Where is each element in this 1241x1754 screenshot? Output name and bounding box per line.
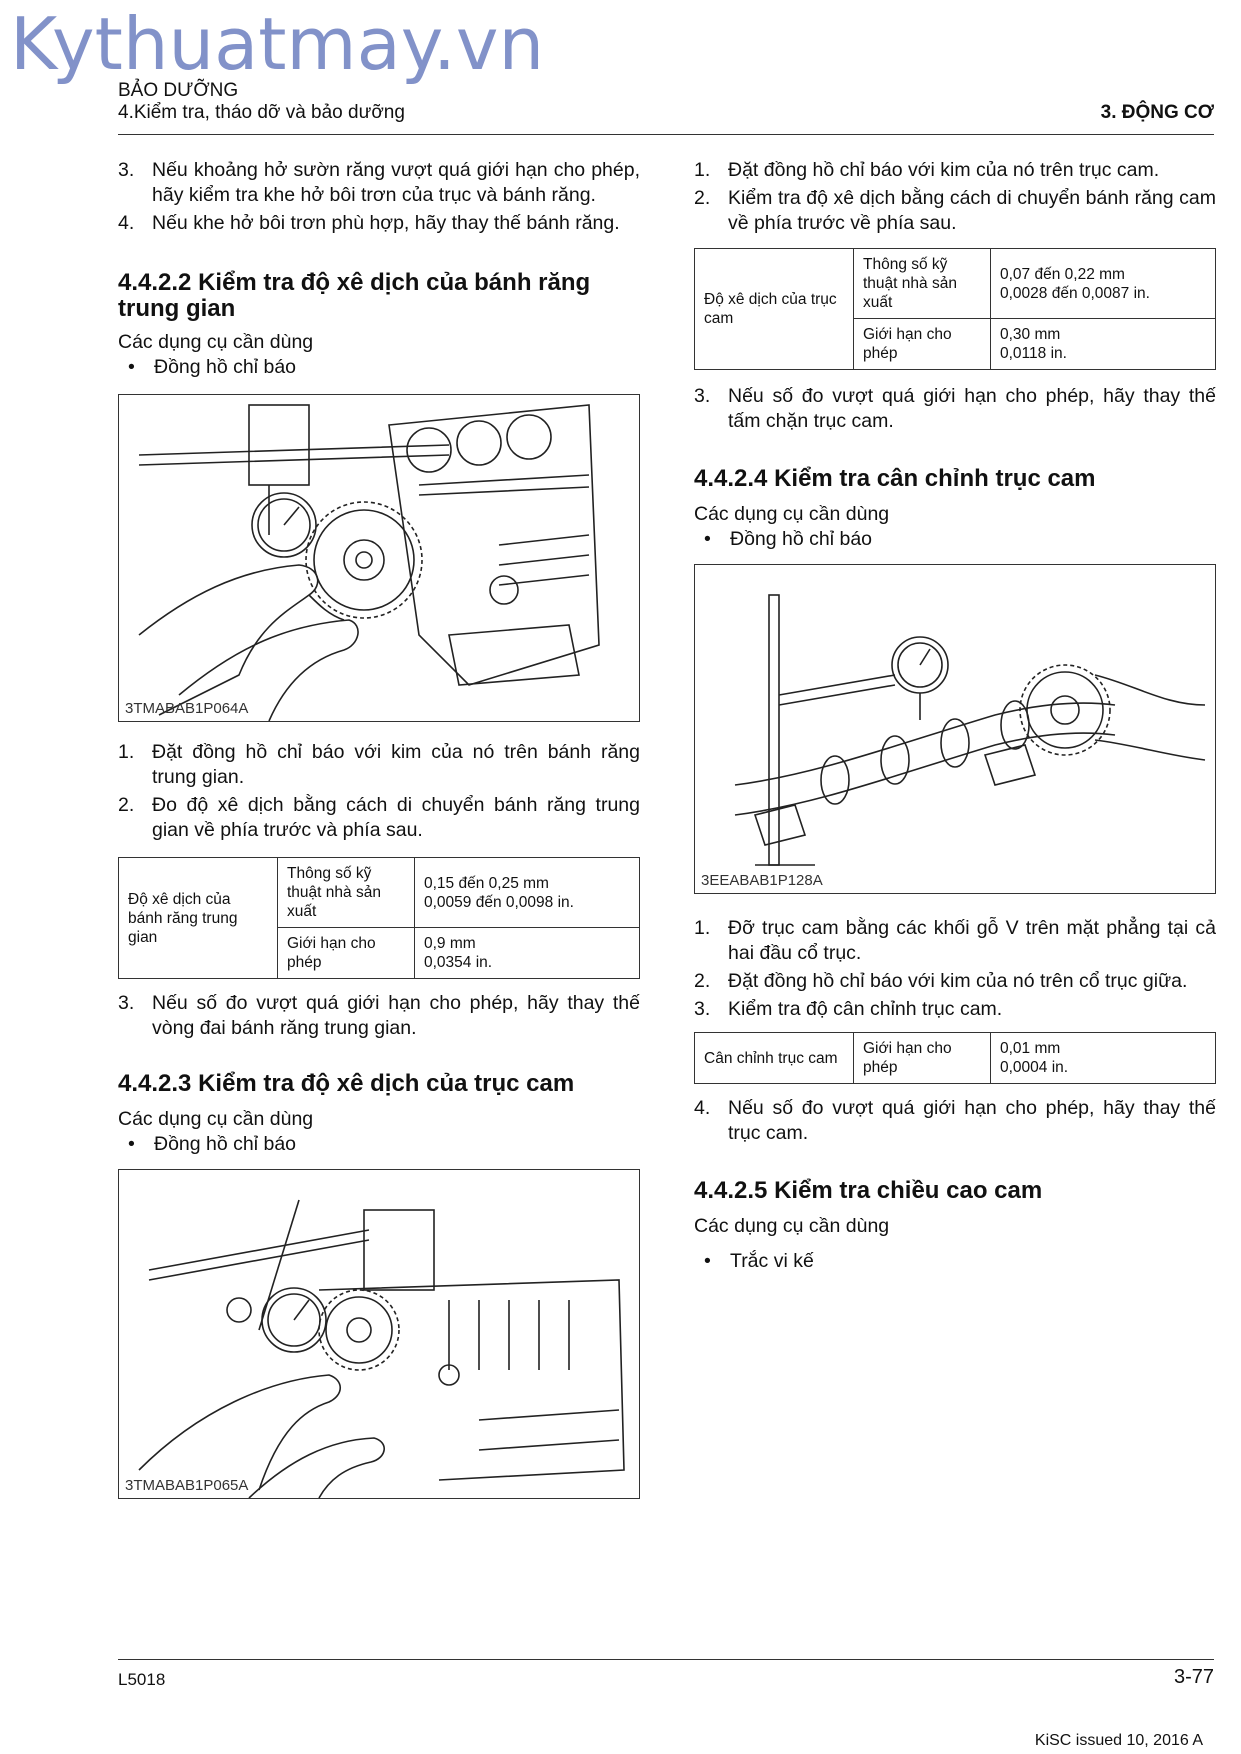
page-header bbox=[118, 80, 405, 124]
idler-steps bbox=[118, 740, 640, 843]
tools-title: Các dụng cụ cần dùng bbox=[694, 1215, 890, 1237]
tools-title: Các dụng cụ cần dùng bbox=[118, 331, 314, 353]
alignment-after-steps bbox=[694, 1096, 1216, 1146]
list-item: 1. Đặt đồng hồ chỉ báo với kim của nó trên bánh răng trung gian. bbox=[118, 741, 640, 788]
camshaft-spec-table bbox=[694, 248, 1216, 370]
section-title-cam-height: 4.4.2.5 Kiểm tra chiều cao cam bbox=[694, 1177, 1043, 1204]
limit-label: Giới hạn cho phép bbox=[854, 319, 991, 370]
section-title-idler-gear: 4.4.2.2 Kiểm tra độ xê dịch của bánh răng trung gian bbox=[118, 269, 591, 322]
alignment-steps bbox=[694, 916, 1216, 1022]
figure-idler-gear-check bbox=[118, 394, 640, 722]
section-title-camshaft-sideplay: 4.4.2.3 Kiểm tra độ xê dịch của trục cam bbox=[118, 1070, 575, 1097]
engine-idler-gear-illustration bbox=[119, 395, 639, 721]
tool-item: • Đồng hồ chỉ báo bbox=[128, 356, 297, 378]
right-column bbox=[694, 158, 1216, 1274]
footer-model: L5018 bbox=[118, 1670, 166, 1689]
camshaft-steps bbox=[694, 158, 1216, 236]
limit-label: Giới hạn cho phép bbox=[278, 928, 415, 979]
header-divider bbox=[118, 134, 1214, 135]
spec-item: Độ xê dịch của trục cam bbox=[695, 249, 854, 370]
tool-item: • Đồng hồ chỉ báo bbox=[128, 1133, 297, 1155]
tool-item: • Trắc vi kế bbox=[704, 1250, 814, 1272]
header-chapter: 3. ĐỘNG CƠ bbox=[1100, 102, 1214, 123]
footer-divider bbox=[118, 1659, 1214, 1660]
list-item: 1. Đặt đồng hồ chỉ báo với kim của nó trên trục cam. bbox=[694, 159, 1160, 181]
list-item: 4. Nếu khe hở bôi trơn phù hợp, hãy thay thế bánh răng. bbox=[118, 212, 620, 234]
list-item: 2. Đặt đồng hồ chỉ báo với kim của nó trên cổ trục giữa. bbox=[694, 970, 1188, 992]
page-number: 3-77 bbox=[1173, 1666, 1214, 1688]
spec-label: Thông số kỹ thuật nhà sản xuất bbox=[854, 249, 991, 319]
limit-value: 0,9 mm 0,0354 in. bbox=[415, 928, 640, 979]
tool-item: • Đồng hồ chỉ báo bbox=[704, 528, 873, 550]
engine-camshaft-gear-illustration bbox=[119, 1170, 639, 1498]
list-item: 4. Nếu số đo vượt quá giới hạn cho phép, hãy thay thế trục cam. bbox=[694, 1097, 1216, 1144]
list-item: 3. Nếu khoảng hở sườn răng vượt quá giới hạn cho phép, hãy kiểm tra khe hở bôi trơn của trục và bánh răng. bbox=[118, 159, 640, 206]
issue-note: KiSC issued 10, 2016 A bbox=[1034, 1732, 1203, 1749]
list-item: 3. Nếu số đo vượt quá giới hạn cho phép, hãy thay thế tấm chặn trục cam. bbox=[694, 385, 1216, 432]
section-title-camshaft-alignment: 4.4.2.4 Kiểm tra cân chỉnh trục cam bbox=[694, 465, 1096, 492]
figure-code: 3EEABAB1P128A bbox=[701, 872, 823, 889]
list-item: 2. Kiểm tra độ xê dịch bằng cách di chuyển bánh răng cam về phía trước về phía sau. bbox=[694, 187, 1216, 234]
camshaft-vblock-illustration bbox=[695, 565, 1215, 893]
spec-value: 0,15 đến 0,25 mm 0,0059 đến 0,0098 in. bbox=[415, 858, 640, 928]
spec-item: Cân chỉnh trục cam bbox=[695, 1033, 854, 1084]
header-subsection: 4.Kiểm tra, tháo dỡ và bảo dưỡng bbox=[118, 102, 405, 123]
tools-title: Các dụng cụ cần dùng bbox=[118, 1108, 314, 1130]
figure-code: 3TMABAB1P065A bbox=[125, 1477, 249, 1494]
limit-label: Giới hạn cho phép bbox=[854, 1033, 991, 1084]
spec-label: Thông số kỹ thuật nhà sản xuất bbox=[278, 858, 415, 928]
tools-title: Các dụng cụ cần dùng bbox=[694, 503, 890, 525]
idler-after-steps bbox=[118, 991, 640, 1041]
left-column bbox=[118, 158, 640, 1499]
list-item: 1. Đỡ trục cam bằng các khối gỗ V trên mặt phẳng tại cả hai đầu cổ trục. bbox=[694, 917, 1216, 964]
header-section: BẢO DƯỠNG bbox=[118, 80, 239, 101]
watermark: Kythuatmay.vn bbox=[10, 2, 545, 86]
idler-gear-spec-table bbox=[118, 857, 640, 979]
limit-value: 0,01 mm 0,0004 in. bbox=[991, 1033, 1216, 1084]
list-item: 3. Kiểm tra độ cân chỉnh trục cam. bbox=[694, 998, 1003, 1020]
intro-steps bbox=[118, 158, 640, 236]
list-item: 2. Đo độ xê dịch bằng cách di chuyển bánh răng trung gian về phía trước và phía sau. bbox=[118, 794, 640, 841]
figure-camshaft-sideplay bbox=[118, 1169, 640, 1499]
alignment-spec-table bbox=[694, 1032, 1216, 1084]
figure-code: 3TMABAB1P064A bbox=[125, 700, 249, 717]
camshaft-after-steps bbox=[694, 384, 1216, 434]
spec-value: 0,07 đến 0,22 mm 0,0028 đến 0,0087 in. bbox=[991, 249, 1216, 319]
figure-camshaft-alignment bbox=[694, 564, 1216, 894]
spec-item: Độ xê dịch của bánh răng trung gian bbox=[119, 858, 278, 979]
limit-value: 0,30 mm 0,0118 in. bbox=[991, 319, 1216, 370]
list-item: 3. Nếu số đo vượt quá giới hạn cho phép, hãy thay thế vòng đai bánh răng trung gian. bbox=[118, 992, 640, 1039]
